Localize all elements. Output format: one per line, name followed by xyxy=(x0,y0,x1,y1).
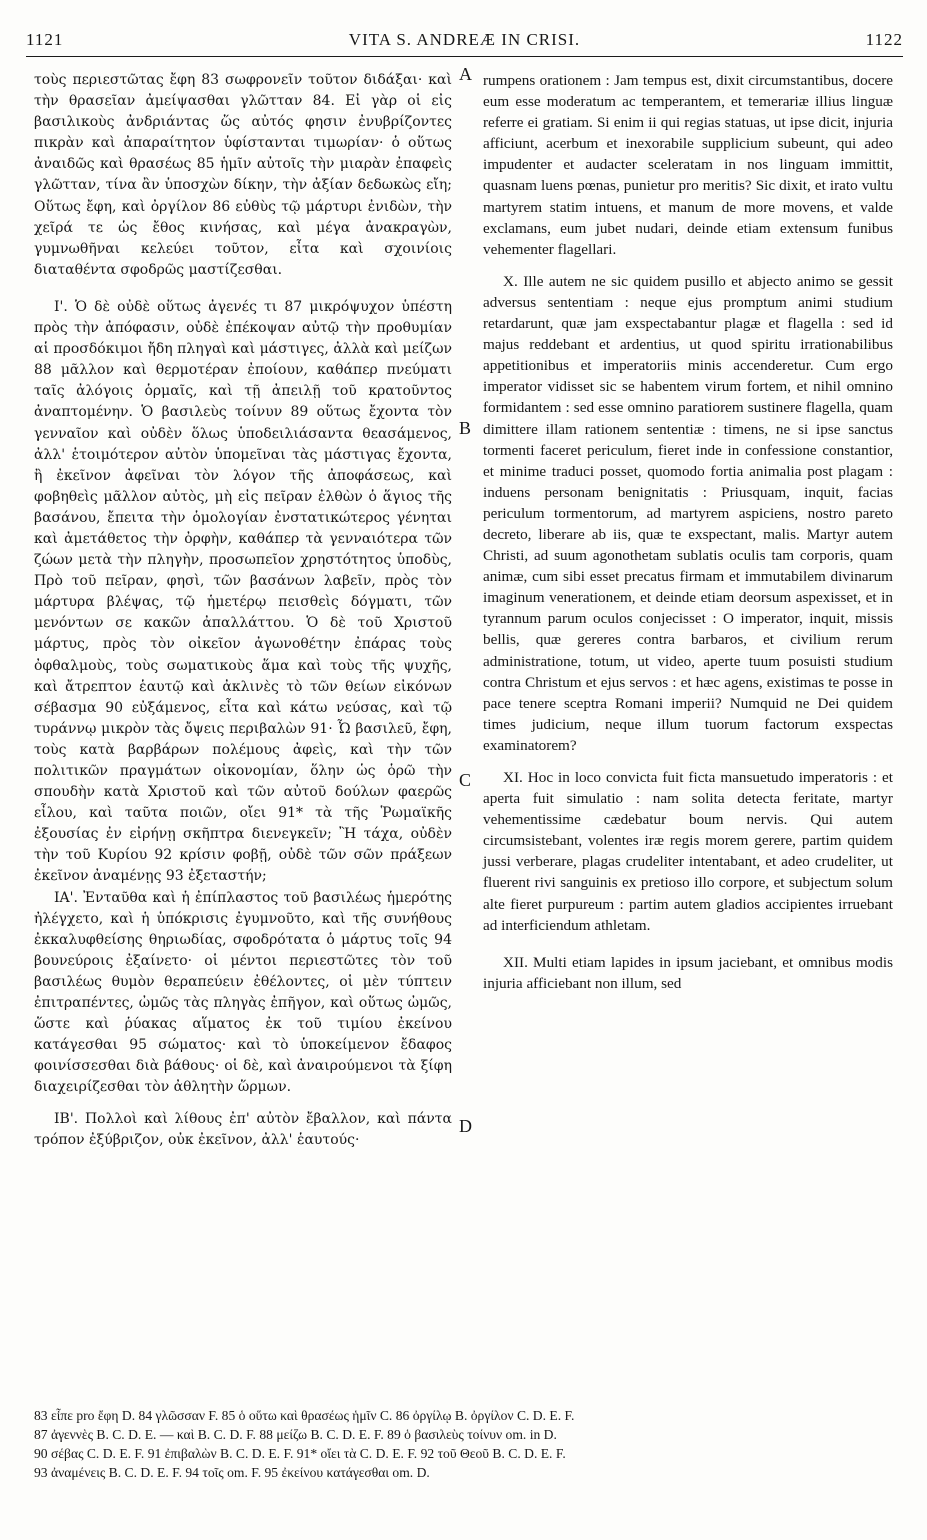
margin-letter-a: A xyxy=(459,64,472,84)
margin-letter-b: B xyxy=(459,418,472,438)
footnote-line: 83 εἶπε pro ἔφη D. 84 γλῶσσαν F. 85 ὁ οὕτω καὶ θρασέως ἡμῖν C. 86 ὀργίλῳ B. ὀργίλον C. D. E. F. xyxy=(34,1408,575,1423)
margin-letter-c: C xyxy=(459,770,472,790)
greek-paragraph-section-10: Ι'. Ὁ δὲ οὐδὲ οὕτως ἀγενές τι 87 μικρόψυχον ὑπέστη πρὸς τὴν ἀπόφασιν, οὐδὲ ἐπέκοψαν αὐτῷ τὴν προθυμίαν αἱ προσδόκιμοι ἤδη πληγαὶ καὶ μάστιγες, ἀλλὰ καὶ μείζων 88 μᾶλλον καὶ θερμοτέραν ἐποίουν, καθάπερ πνεύματι ταῖς ἀλόγοις ὁρμαῖς, καὶ τῇ ἀπειλῇ τοῦ κρατοῦντος ἀναπτομένην. Ὁ βασιλεὺς τοίνυν 89 οὕτως ἔχοντα τὸν γενναῖον καὶ οὐδὲν ὅλως ὑποδειλιάσαντα θεασάμενος, ἀλλ' ἑτοιμότερον αὐτὸν ὑπομεῖναι τὰς μάστιγας ἔχοντα, ἢ ἐκεῖνον ἀφεῖναι τὸν λόγον τῆς ἀποφάσεως, καὶ φοβηθεὶς μᾶλλον αὐτὸς, μὴ εἰς πεῖραν ἐλθὼν ὁ ἅγιος τῆς βασάνου, ἔπειτα τὴν ὁμολογίαν ἐνστατικώτερος γένηται καὶ ἀμετάθετος τὴν ὀρφὴν, καθάπερ τὰ γενναιότερα τῶν ζώων μετὰ τὴν πληγὴν, προσωπεῖον χρηστότητος ὑποδὺς, Πρὸ τοῦ πεῖραν, φησὶ, τῶν βασάνων λαβεῖν, πρὸς τὸν μάρτυρα βλέψας, τῷ ἡμετέρῳ πεισθεὶς δόγματι, τῶν μενόντων σε κακῶν ἀπαλλάττου. Ὁ δὲ τοῦ Χριστοῦ μάρτυς, πρὸς τὸν οἰκεῖον ἀγωνοθέτην ἐπάρας τοὺς ὀφθαλμοὺς, τοὺς σωματικοὺς ἅμα καὶ τοὺς τῆς ψυχῆς, καὶ ἄτρεπτον ἑαυτῷ καὶ ἀκλινὲς τὸ τῶν θείων εἰκόνων σέβασμα 90 εὐξάμενος, εἶτα καὶ κάτω νεύσας, καὶ τῷ τυράννῳ μικρὸν τὰς ὄψεις περιβαλὼν 91· Ὦ βασιλεῦ, ἔφη, τοὺς κατὰ βαρβάρων πολέμους ἀφεὶς, καὶ τὴν τῶν πολιτικῶν πραγμάτων οἰκονομίαν, ὅλην ὡς ὁρῶ τὴν σπουδὴν κατὰ Χριστοῦ καὶ τῶν αὐτοῦ δούλων φαερῶς εἶλου, καὶ ταῦτα ποιῶν, οἴει 91* τὰ τῆς Ῥωμαϊκῆς ἐξουσίας ἐν εἰρήνῃ σκῆπτρα διενεγκεῖν; Ἢ τάχα, οὐδὲν τὴν τοῦ Κυρίου 92 κρίσιν φοβῇ, οὐδὲ τῶν σῶν πράξεων ἐκεῖνον ἀναμένῃς 93 ἐξεταστήν; xyxy=(34,298,452,885)
right-page-number: 1122 xyxy=(865,30,903,49)
footnote-line: 90 σέβας C. D. E. F. 91 ἐπιβαλὼν B. C. D. E. F. 91* οἴει τὰ C. D. E. F. 92 τοῦ Θεοῦ B. C. D. E. F. xyxy=(34,1446,566,1461)
latin-paragraph-section-12: XII. Multi etiam lapides in ipsum jaciebant, et omnibus modis injuria afficiebant non illum, sed xyxy=(483,953,893,992)
footnote-line: 93 ἀναμένεις B. C. D. E. F. 94 τοῖς om. F. 95 ἐκείνου κατάγεσθαι om. D. xyxy=(34,1465,430,1480)
margin-letter-d: D xyxy=(459,1116,472,1136)
latin-paragraph-1: rumpens orationem : Jam tempus est, dixit circumstantibus, docere eum esse moderatum ac temperantem, et temerariæ illius linguæ referre ei gratiam. Si enim ii qui regias statuas, ut ipse dicit, injuria afficiunt, acerbum et inexorabile supplicium subeunt, qui adeo impudenter et audacter sceleratam in nos linguam immittit, quasnam luens pœnas, punietur pro meritis? Sic dixit, et irato vultu martyrem statim intuens, et manum de more movens, et valde exclamans, eum jubet nudari, deinde etiam extensum funibus vehementer flagellari. xyxy=(483,72,893,258)
greek-paragraph-section-12: ΙΒ'. Πολλοὶ καὶ λίθους ἐπ' αὐτὸν ἔβαλλον, καὶ πάντα τρόπον ἐξύβριζον, οὐκ ἐκεῖνον, ἀλλ' ἑαυτούς· xyxy=(34,1110,452,1148)
footnotes xyxy=(34,1406,896,1482)
left-page-number: 1121 xyxy=(26,30,64,49)
greek-paragraph-section-11: ΙΑ'. Ἐνταῦθα καὶ ἡ ἐπίπλαστος τοῦ βασιλέως ἡμερότης ἠλέγχετο, καὶ ἡ ὑπόκρισις ἐγυμνοῦτο, καὶ τῆς συνήθους ἐκκαλυφθείσης θηριωδίας, σφοδρότατα ὁ μάρτυς τοῖς 94 βουνεύροις ἐξαίνετο· οἱ μέντοι περιεστῶτες τὸν τοῦ βασιλέως θυμὸν θεραπεύειν ἐθέλοντες, οἱ μὲν τύπτειν ἐπιτραπέντες, ὠμῶς τὰς πληγὰς ἐπῆγον, καὶ οὕτως ὠμῶς, ὥστε καὶ ῥύακας αἵματος ἐκ τοῦ τιμίου ἐκείνου κατάγεσθαι 95 σώματος· καὶ τὸ ὑποκείμενον ἔδαφος φοινίσσεσθαι διὰ βάθους· οἱ δὲ, καὶ ἀναιρούμενοι τὰ ξίφη διαχειρίζεσθαι τὸν ἀθλητὴν ὥρμων. xyxy=(34,889,452,1096)
greek-column xyxy=(34,70,452,1151)
latin-paragraph-section-10: X. Ille autem ne sic quidem pusillo et abjecto animo se gessit adversus sententiam : neque ejus promptum animi studium retardarunt, quæ jam exspectabantur plagæ et flagella : sed id majus reddebant et ardentius, ut quod spiritu irrationabilibus appetitionibus et imperatoriis minis accenderetur. Cum ergo imperator vidisset sic se habentem virum fortem, et nihil omnino formidantem : sed esse omnino paratiorem sustinere flagella, quam dimittere illam rationem sententiæ : timens, ne si ipse sanctus tormenti faceret periculum, fieret inde in confessione constantior, et minime traduci posset, quomodo fortia animalia post plagam : induens personam benignitatis : Priusquam, inquit, facias periculum tormentorum, ad martyrem aspiciens, nostro pareto decreto, liberare ab iis, quæ te exspectant, malis. Martyr autem Christi, ad suum agonothetam sublatis oculis tam corporis, quam animæ, cum sibi esset precatus firmam et immutabilem divinarum imaginum venerationem, et deinde etiam deorsum aspexisset, et in tyrannum parum oculos conjecisset : O imperator, inquit, missis bellis, quæ gereres contra barbaros, et civilium rerum administratione, totum, ut video, aperte tuum posuisti studium contra Christum et ejus servos : et hæc agens, existimas te posse in pace tenere sceptra Romani imperii? Numquid ne Dei quidem times judicium, neque illum tuorum factorum exspectas examinatorem? xyxy=(483,272,893,754)
greek-paragraph-1: τοὺς περιεστῶτας ἔφη 83 σωφρονεῖν τοῦτον διδάξαι· καὶ τὴν θρασεῖαν ἀμείψασθαι γλῶτταν 84. Εἰ γὰρ οἱ εἰς βασιλικοὺς ἀνδριάντας ὥς αὐτός φησιν ἐνυβρίζοντες πικρὰν καὶ ἀπαραίτητον ὑφίστανται τιμωρίαν· ὁ οὕτως ἀναιδῶς καὶ θρασέως 85 ἡμῖν αὐτοῖς τὴν μιαρὰν ἐπαφεὶς γλῶτταν, τίνα ἂν ὑποσχὼν δίκην, τὴν ἀξίαν δεδωκὼς εἴη; Οὕτως ἔφη, καὶ ὀργίλον 86 εὐθὺς τῷ μάρτυρι ἐνιδὼν, τὴν χεῖρά τε ὡς ἔθος κινήσας, καὶ μέγα ἀνακραγὼν, γυμνωθῆναι κελεύει τοῦτον, εἶτα καὶ σχοινίοις διαταθέντα σφοδρῶς μαστίζεσθαι. xyxy=(34,72,452,278)
latin-paragraph-section-11: XI. Hoc in loco convicta fuit ficta mansuetudo imperatoris : et aperta fuit simulatio : nam solita detecta feritate, martyr vehementissime cædebatur boum nervis. Qui autem circumsistebant, volentes iræ regis morem gerere, partim quidem jussi verberare, plagas crudeliter intentabant, et adeo crudeliter, ut fluerent rivi sanguinis ex pretioso illo corpore, et subjectum solum alte fieret purpureum : partim autem gladios accipientes irruebant ad interficiendum athletam. xyxy=(483,769,893,934)
running-title: VITA S. ANDREÆ IN CRISI. xyxy=(348,30,581,49)
footnote-line: 87 ἀγεννὲς B. C. D. E. — καὶ B. C. D. F. 88 μείζω B. C. D. E. F. 89 ὁ βασιλεὺς τοίνυν om. in D. xyxy=(34,1427,557,1442)
page-header xyxy=(26,22,903,57)
latin-column xyxy=(483,70,893,994)
